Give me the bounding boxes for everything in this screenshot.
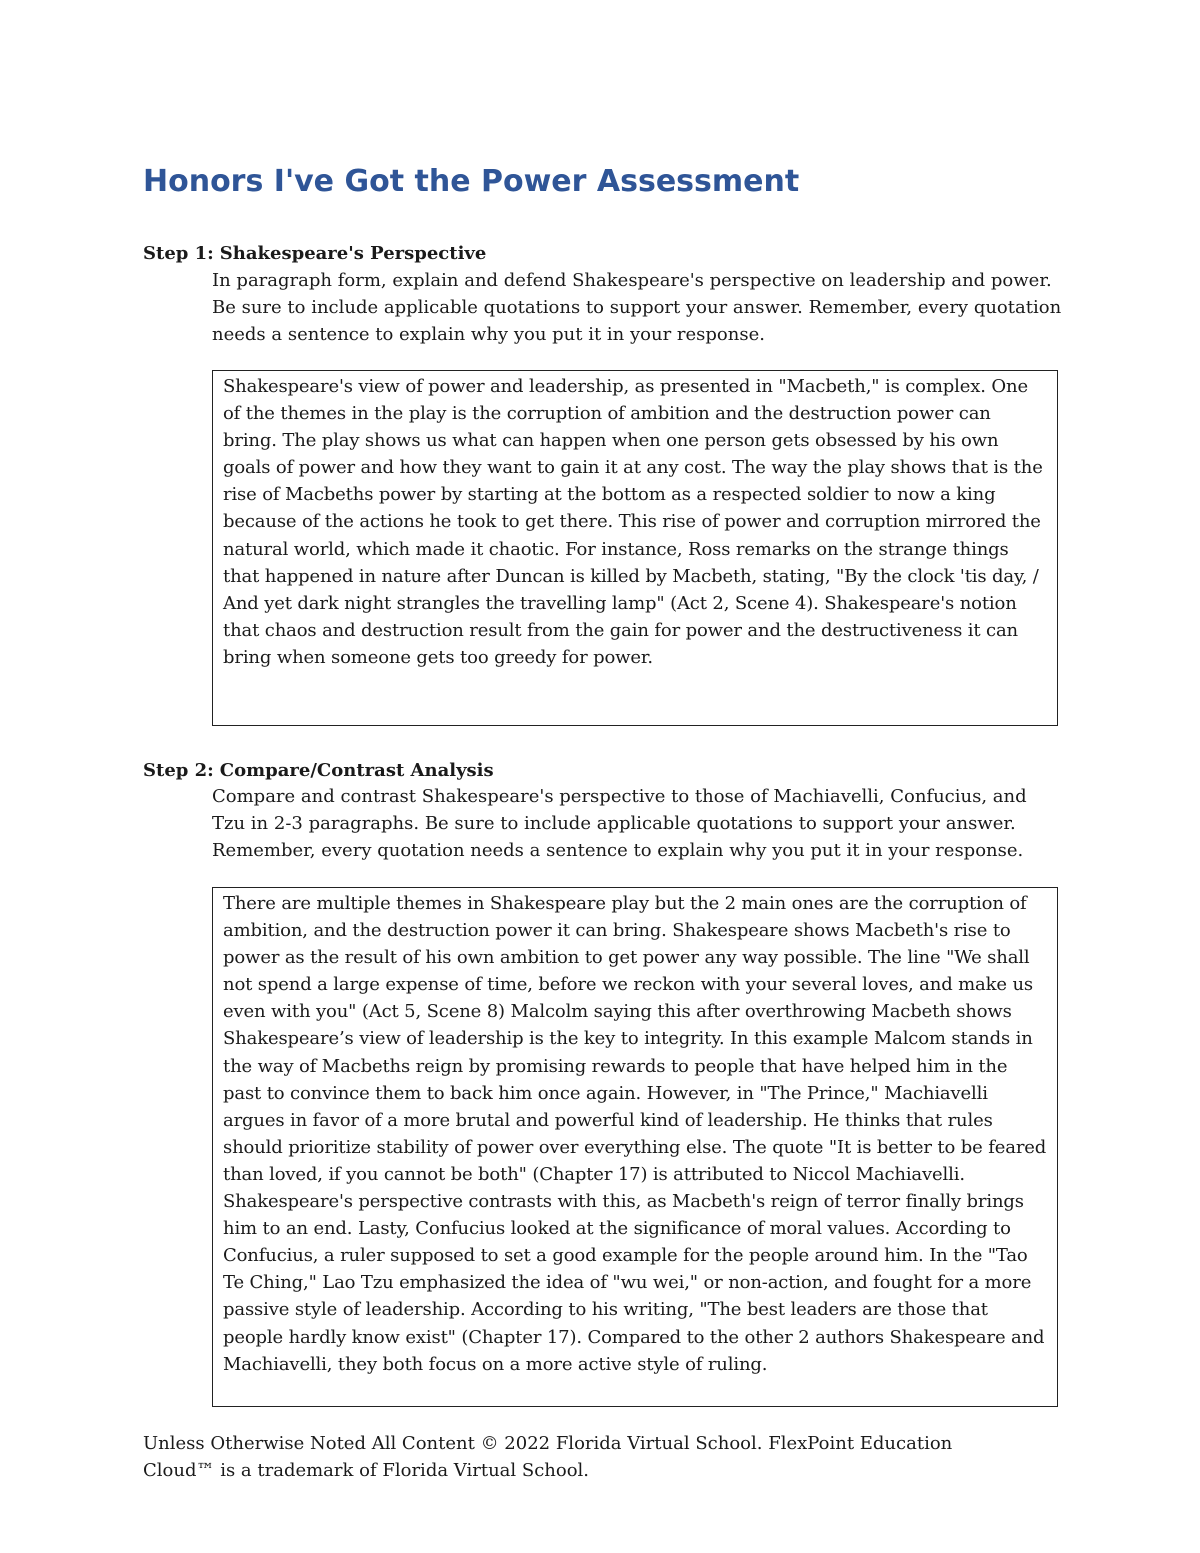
- step-1-label: Step 1:: [143, 243, 214, 264]
- step-1-answer-text: Shakespeare's view of power and leadership, as presented in "Macbeth," is complex. One of the themes in the play is the corruption of ambition and the destruction power can bring. The play shows us what can happen when one person gets obsessed by his own goals of power and how they want to gain it at any cost. The way the play shows that is the rise of Macbeths power by starting at the bottom as a respected soldier to now a king because of the actions he took to get there. This rise of power and corruption mirrored the natural world, which made it chaotic. For instance, Ross remarks on the strange things that happened in nature after Duncan is killed by Macbeth, stating, "By the clock 'tis day, / And yet dark night strangles the travelling lamp" (Act 2, Scene 4). Shakespeare's notion that chaos and destruction result from the gain for power and the destructiveness it can bring when someone gets too greedy for power.: [223, 376, 1043, 668]
- step-2-label: Step 2:: [143, 760, 214, 781]
- step-1-instructions: In paragraph form, explain and defend Shakespeare's perspective on leadership and power. Be sure to include applicable quotations to support your answer. Remember, every quotation needs a sentence to explain why you put it in your response.: [212, 270, 1062, 345]
- step-1-title: Shakespeare's Perspective: [219, 243, 487, 264]
- copyright-footer: Unless Otherwise Noted All Content © 2022 Florida Virtual School. FlexPoint Education Cloud™ is a trademark of Florida Virtual School.: [143, 1433, 953, 1481]
- step-2-instructions: Compare and contrast Shakespeare's perspective to those of Machiavelli, Confucius, and Tzu in 2-3 paragraphs. Be sure to include applicable quotations to support your answer. Remember, every quotation needs a sentence to explain why you put it in your response.: [212, 786, 1027, 861]
- page-title: Honors I've Got the Power Assessment: [143, 164, 800, 199]
- step-2-title: Compare/Contrast Analysis: [219, 760, 494, 781]
- step-1-heading: [143, 240, 486, 267]
- step-1-answer-box[interactable]: [212, 370, 1058, 726]
- step-2-heading: [143, 757, 494, 784]
- step-2-answer-box[interactable]: [212, 887, 1058, 1407]
- step-2-answer-text: There are multiple themes in Shakespeare play but the 2 main ones are the corruption of ambition, and the destruction power it can bring. Shakespeare shows Macbeth's rise to power as the result of his own ambition to get power any way possible. The line "We shall not spend a large expense of time, before we reckon with your several loves, and make us even with you" (Act 5, Scene 8) Malcolm saying this after overthrowing Macbeth shows Shakespeare’s view of leadership is the key to integrity. In this example Malcom stands in the way of Macbeths reign by promising rewards to people that have helped him in the past to convince them to back him once again. However, in "The Prince," Machiavelli argues in favor of a more brutal and powerful kind of leadership. He thinks that rules should prioritize stability of power over everything else. The quote "It is better to be feared than loved, if you cannot be both" (Chapter 17) is attributed to Niccol Machiavelli. Shakespeare's perspective contrasts with this, as Macbeth's reign of terror finally brings him to an end. Lasty, Confucius looked at the significance of moral values. According to Confucius, a ruler supposed to set a good example for the people around him. In the "Tao Te Ching," Lao Tzu emphasized the idea of "wu wei," or non-action, and fought for a more passive style of leadership. According to his writing, "The best leaders are those that people hardly know exist" (Chapter 17). Compared to the other 2 authors Shakespeare and Machiavelli, they both focus on a more active style of ruling.: [223, 893, 1047, 1375]
